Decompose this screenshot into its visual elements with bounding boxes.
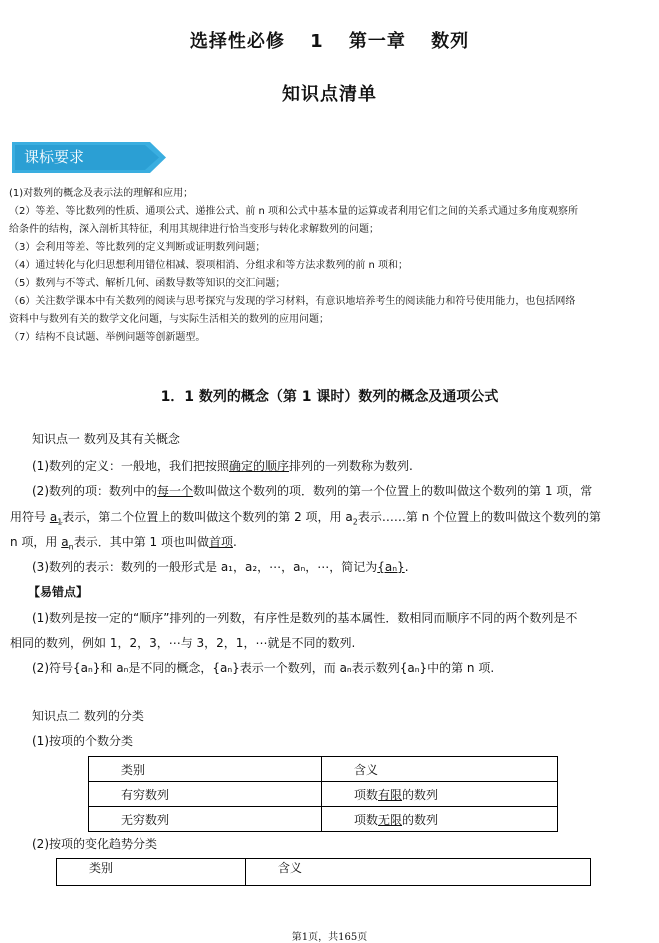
kp2-subheading-2: (2)按项的变化趋势分类: [32, 837, 157, 851]
requirement-item: 给条件的结构，深入剖析其特征，利用其规律进行恰当变形与转化求解数列的问题；: [9, 224, 379, 235]
requirement-item: （5）数列与不等式、解析几何、函数导数等知识的交汇问题；: [9, 278, 286, 289]
table-cell: 有穷数列: [89, 782, 322, 807]
error-item-1a: (1)数列是按一定的“顺序”排列的一列数，有序性是数列的基本属性．数相同而顺序不同的两个数列是不: [32, 611, 578, 625]
table-cell: 项数无限的数列: [322, 807, 558, 832]
requirements-list: [9, 185, 649, 347]
banner-label: 课标要求: [24, 148, 85, 166]
classification-table-1: [88, 756, 558, 832]
table-cell: 无穷数列: [89, 807, 322, 832]
kp1-term-line3: n 项，用 $a_n$表示．其中第 1 项也叫做首项.: [10, 535, 237, 552]
section-title: 1．1 数列的概念（第 1 课时）数列的概念及通项公式: [160, 389, 499, 405]
table-header-cell: 含义: [246, 859, 591, 886]
document-title: 选择性必修 1 第一章 数列: [189, 31, 470, 52]
table-cell: 项数有限的数列: [322, 782, 558, 807]
kp1-representation: (3)数列的表示：数列的一般形式是 a₁，a₂，⋯，aₙ，⋯，简记为{aₙ}.: [32, 560, 409, 574]
kp1-definition: (1)数列的定义：一般地，我们把按照确定的顺序排列的一列数称为数列.: [32, 459, 413, 473]
table-row: [89, 807, 558, 832]
classification-table-2: [56, 858, 591, 886]
table-header-row: [89, 757, 558, 782]
kp2-heading: 知识点二 数列的分类: [32, 709, 144, 723]
requirement-item: （4）通过转化与化归思想利用错位相减、裂项相消、分组求和等方法求数列的前 n 项和；: [9, 260, 409, 271]
requirement-item: （6）关注数学课本中有关数列的阅读与思考探究与发现的学习材料，有意识地培养考生的阅读能力和符号使用能力，也包括网络: [9, 296, 576, 307]
requirement-item: （3）会利用等差、等比数列的定义判断或证明数列问题；: [9, 242, 266, 253]
kp1-term-line1: (2)数列的项：数列中的每一个数叫做这个数列的项．数列的第一个位置上的数叫做这个数列的第 1 项，常: [32, 484, 593, 498]
error-prone-title: 【易错点】: [28, 585, 89, 599]
error-item-2: (2)符号{aₙ}和 aₙ是不同的概念，{aₙ}表示一个数列，而 aₙ表示数列{aₙ}中的第 n 项.: [32, 661, 495, 675]
table-header-row: [57, 859, 591, 886]
kp2-subheading-1: (1)按项的个数分类: [32, 734, 133, 748]
table-header-cell: 含义: [322, 757, 558, 782]
kp1-heading: 知识点一 数列及其有关概念: [32, 432, 180, 446]
kp1-term-line2: 用符号 $a_1$表示，第二个位置上的数叫做这个数列的第 2 项，用 $a_2$表示……第 n 个位置上的数叫做这个数列的第: [10, 510, 602, 527]
table-header-cell: 类别: [57, 859, 246, 886]
requirement-item: 资料中与数列有关的数学文化问题，与实际生活相关的数列的应用问题；: [9, 314, 329, 325]
requirement-item: （7）结构不良试题、举例问题等创新题型。: [9, 332, 206, 343]
requirement-item: （2）等差、等比数列的性质、通项公式、递推公式、前 n 项和公式中基本量的运算或者利用它们之间的关系式通过多角度观察所: [9, 206, 579, 217]
table-row: [89, 782, 558, 807]
error-item-1b: 相同的数列，例如 1，2，3，⋯与 3，2，1，⋯就是不同的数列.: [10, 636, 356, 650]
table-header-cell: 类别: [89, 757, 322, 782]
requirement-item: (1)对数列的概念及表示法的理解和应用；: [9, 188, 194, 199]
page-footer: 第1页，共165页: [291, 932, 368, 943]
document-subtitle: 知识点清单: [282, 84, 377, 105]
